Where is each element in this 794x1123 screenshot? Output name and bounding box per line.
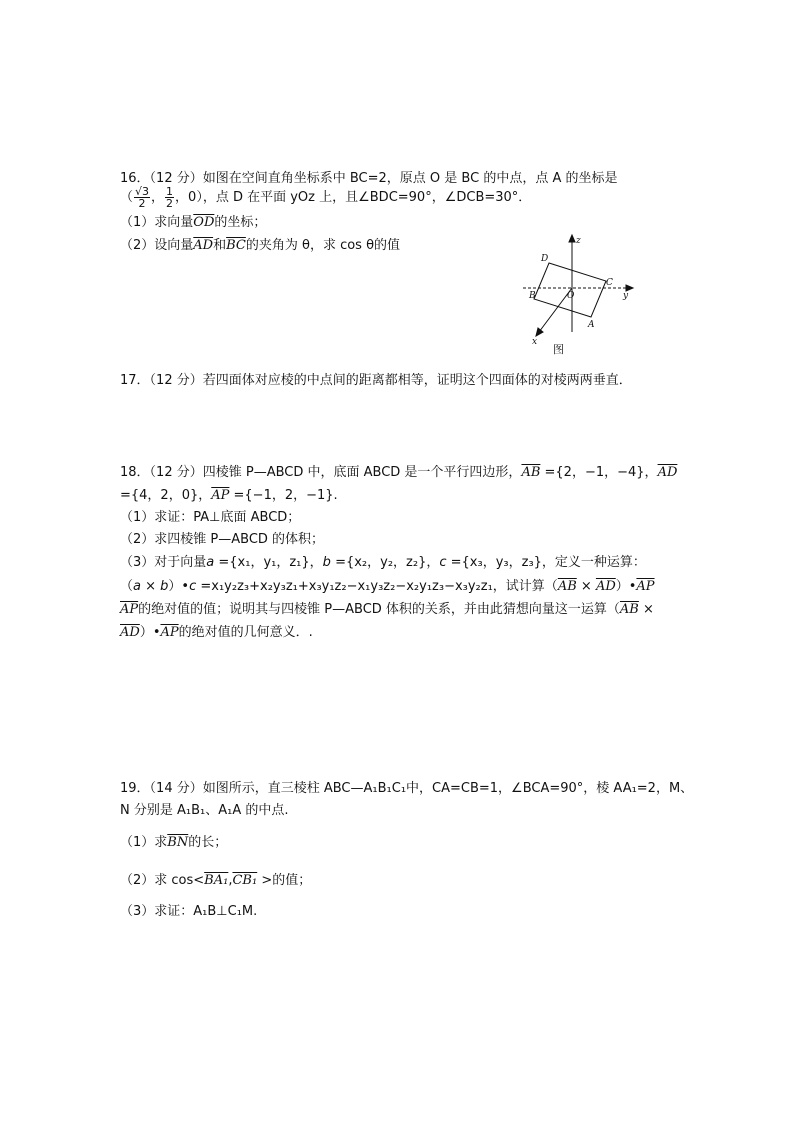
label-y: y xyxy=(623,291,629,301)
vector-ab: $\overline{AB}$ xyxy=(521,465,541,480)
q19-line2: N 分别是 A₁B₁、A₁A 的中点. xyxy=(120,803,289,818)
q19-line1: 19．（14 分）如图所示，直三棱柱 ABC—A₁B₁C₁中，CA=CB=1，∠BCA=90°，棱 AA₁=2，M、 xyxy=(120,781,694,796)
vector-b: b xyxy=(322,555,331,570)
q19-part2: （2）求 cos<BA₁,CB₁ >的值； xyxy=(120,873,312,888)
q16-line2: （ $\frac{√3}{2}$ ， $\frac{1}{2}$ ，0），点 D 在平面 yOz 上，且∠BDC=90°，∠DCB=30°． xyxy=(120,185,532,210)
label-d: D xyxy=(541,254,549,264)
vector-ad: $\overline{AD}$ xyxy=(657,465,678,480)
vector-ap: $\overline{AP}$ xyxy=(211,488,230,503)
vector-c: c xyxy=(439,555,447,570)
q16-text: 如图在空间直角坐标系中 BC=2，原点 O 是 BC 的中点，点 A 的坐标是 xyxy=(202,171,618,186)
label-b: B xyxy=(529,291,536,301)
vector-a: a xyxy=(206,555,215,570)
fraction-1-over-2: $\frac{1}{2}$ xyxy=(166,185,174,210)
vector-bc: $\overline{BC}$ xyxy=(226,238,246,253)
q18-part1: （1）求证：PA⊥底面 ABCD； xyxy=(120,510,301,525)
label-x: x xyxy=(532,337,538,347)
q19-part1: （1）求$\overline{BN}$的长； xyxy=(120,835,228,850)
q18-line6: （a × b）•c =x₁y₂z₃+x₂y₃z₁+x₃y₁z₂−x₁y₃z₂−x₂y₁z₃−x₃y₂z₁，试计算（$\overline{AB}$ × $\overline{AD})•\overline{AP}$ xyxy=(120,579,655,594)
q19-part3: （3）求证：A₁B⊥C₁M. xyxy=(120,904,258,919)
vector-od: $\overline{OD}$ xyxy=(193,215,215,230)
label-z: z xyxy=(576,236,581,246)
label-c: C xyxy=(606,278,613,288)
q18-line2: ={4，2，0}，$\overline{AP} =\{-1$，2，−1}. xyxy=(120,488,338,503)
x-axis-arrow xyxy=(536,328,543,336)
q18-line8: $\overline{AD})•\overline{AP}$的绝对值的几何意义．. xyxy=(120,625,313,640)
label-a: A xyxy=(588,320,595,330)
q16-score: （12 分） xyxy=(149,171,203,186)
vector-bn: $\overline{BN}$ xyxy=(167,835,189,850)
vector-cb1: CB₁ xyxy=(232,873,258,888)
q18-part3: （3）对于向量a ={x₁，y₁，z₁}，b ={x₂，y₂，z₂}，c ={x₃，y₃，z₃}，定义一种运算： xyxy=(120,555,646,570)
vector-ba1: BA₁ xyxy=(204,873,229,888)
q18-part2: （2）求四棱锥 P—ABCD 的体积； xyxy=(120,532,325,547)
q17-text: 17．（12 分）若四面体对应棱的中点间的距离都相等，证明这个四面体的对棱两两垂直． xyxy=(120,373,632,388)
coordinate-figure xyxy=(515,232,645,360)
vector-ad: $\overline{AD}$ xyxy=(193,238,214,253)
q18-line1: 18．（12 分）四棱锥 P—ABCD 中，底面 ABCD 是一个平行四边形，$\overline{AB} =\{2$，−1，−4}，$\overline{AD}$ xyxy=(120,465,678,480)
q18-line7: $\overline{AP}$的绝对值的值；说明其与四棱锥 P—ABCD 体积的关系，并由此猜想向量这一运算（$\overline{AB}$ × xyxy=(120,602,654,617)
label-o: O xyxy=(567,291,575,301)
fraction-sqrt3-over-2: $\frac{√3}{2}$ xyxy=(135,185,150,210)
q16-number: 16． xyxy=(120,171,150,186)
q16-part2: （2）设向量$\overline{AD}$和$\overline{BC}$的夹角为 θ，求 cos θ的值 xyxy=(120,238,401,253)
figure-caption: 图 xyxy=(553,343,564,356)
q16-part1: （1）求向量$\overline{OD}$的坐标； xyxy=(120,215,267,230)
z-axis-arrow xyxy=(569,235,575,242)
